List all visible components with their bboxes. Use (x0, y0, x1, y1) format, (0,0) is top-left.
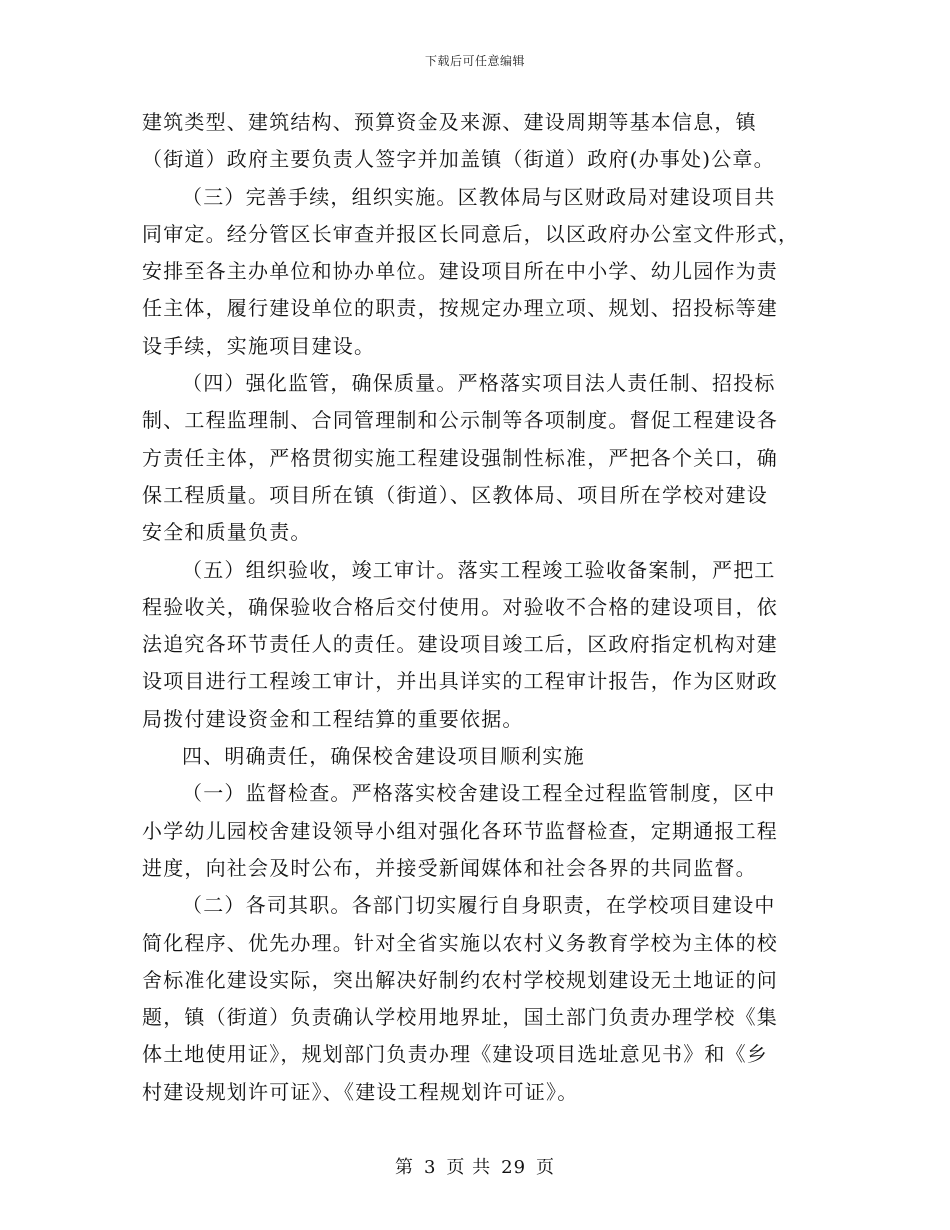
footer-middle: 页 共 (446, 1157, 492, 1178)
text-line: 设项目进行工程竣工审计，并出具详实的工程审计报告，作为区财政 (142, 669, 778, 694)
text-line: 体土地使用证》，规划部门负责办理《建设项目选址意见书》和《乡 (142, 1042, 768, 1067)
text-line: 法追究各环节责任人的责任。建设项目竣工后，区政府指定机构对建 (142, 632, 778, 657)
page-header: 下载后可任意编辑 (424, 54, 525, 68)
text-line: 保工程质量。项目所在镇（街道）、区教体局、项目所在学校对建设 (142, 482, 768, 507)
paragraph-start-line: （五）组织验收，竣工审计。落实工程竣工验收备案制，严把工 (182, 557, 776, 582)
paragraph-start-line: （二）各司其职。各部门切实履行自身职责，在学校项目建设中 (182, 893, 776, 918)
text-line: 建筑类型、建筑结构、预算资金及来源、建设周期等基本信息，镇 (142, 110, 757, 134)
text-line: 任主体，履行建设单位的职责，按规定办理立项、规划、招投标等建 (142, 296, 778, 321)
footer-prefix: 第 (394, 1157, 414, 1178)
text-line: 简化程序、优先办理。针对全省实施以农村义务教育学校为主体的校 (142, 930, 778, 955)
text-line: 村建设规划许可证》、《建设工程规划许可证》。 (142, 1079, 579, 1104)
text-line: 进度，向社会及时公布，并接受新闻媒体和社会各界的共同监督。 (142, 855, 757, 880)
paragraph-start-line: （三）完善手续，组织实施。区教体局与区财政局对建设项目共 (182, 184, 776, 209)
document-body (142, 104, 812, 1111)
text-line: 方责任主体，严格贯彻实施工程建设强制性标准，严把各个关口，确 (142, 445, 778, 470)
text-line: 局拨付建设资金和工程结算的重要依据。 (142, 706, 524, 731)
footer-suffix: 页 (536, 1157, 556, 1178)
text-line: 小学幼儿园校舍建设领导小组对强化各环节监督检查，定期通报工程 (142, 818, 778, 843)
total-pages: 29 (501, 1157, 527, 1178)
text-line: 程验收关，确保验收合格后交付使用。对验收不合格的建设项目，依 (142, 594, 778, 619)
paragraph-start-line: （一）监督检查。严格落实校舍建设工程全过程监管制度，区中 (182, 781, 776, 806)
text-line: 设手续，实施项目建设。 (142, 333, 376, 358)
text-line: 制、工程监理制、合同管理制和公示制等各项制度。督促工程建设各 (142, 408, 778, 433)
page-number: 3 (423, 1157, 437, 1178)
text-line: 题，镇（街道）负责确认学校用地界址，国土部门负责办理学校《集 (142, 1005, 778, 1030)
page-footer (0, 1153, 950, 1179)
paragraph-start-line: （四）强化监管，确保质量。严格落实项目法人责任制、招投标 (182, 371, 776, 396)
text-line: 安排至各主办单位和协办单位。建设项目所在中小学、幼儿园作为责 (142, 259, 778, 284)
text-line: （街道）政府主要负责人签字并加盖镇（街道）政府(办事处)公章。 (142, 147, 775, 172)
text-line: 舍标准化建设实际，突出解决好制约农村学校规划建设无土地证的问 (142, 967, 778, 992)
text-line: 同审定。经分管区长审查并报区长同意后，以区政府办公室文件形式， (142, 221, 800, 246)
text-line: 安全和质量负责。 (142, 520, 312, 545)
section-heading: 四、明确责任，确保校舍建设项目顺利实施 (182, 744, 585, 769)
